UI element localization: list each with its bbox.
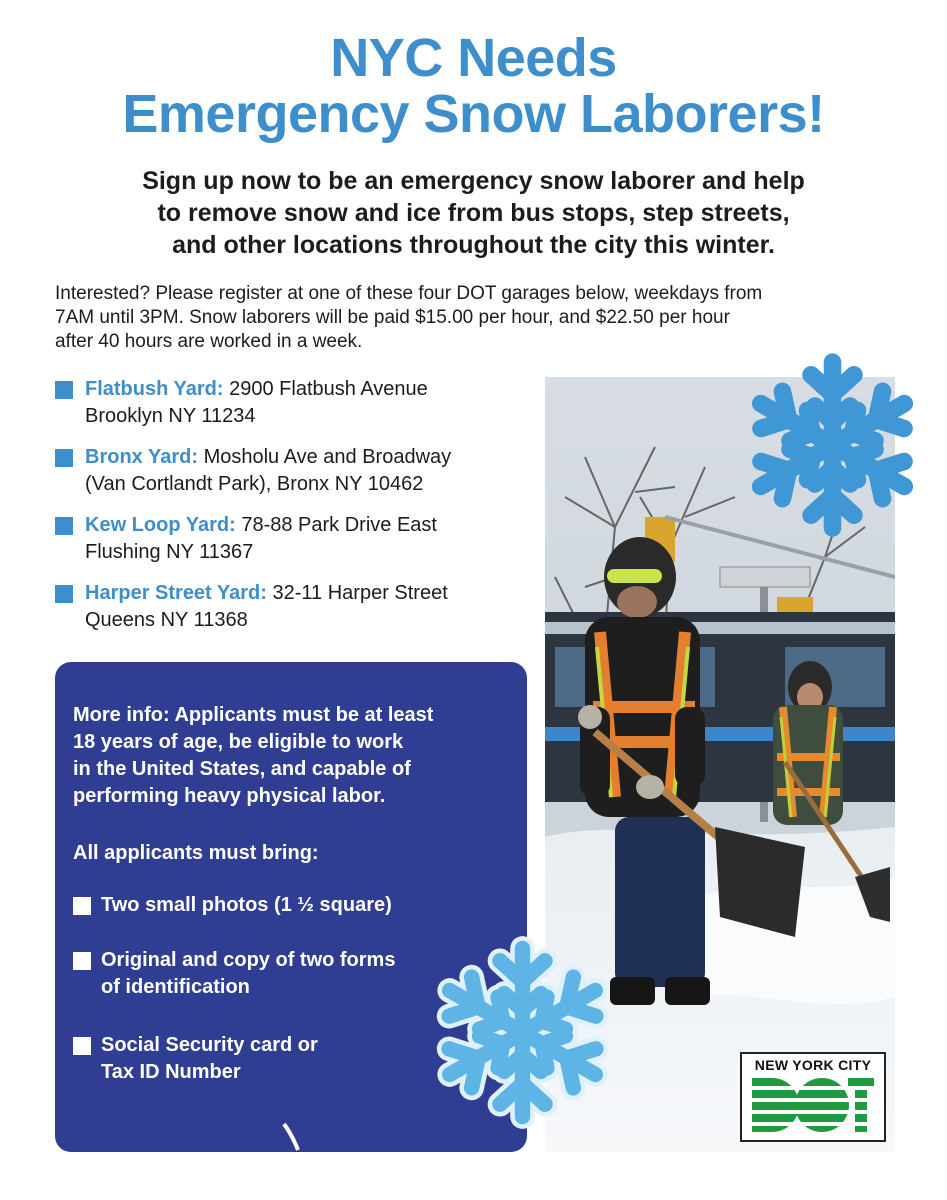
requirement-line-1: Original and copy of two forms xyxy=(101,949,396,971)
yard-address-line-2: Brooklyn NY 11234 xyxy=(85,405,256,427)
logo-top-text: NEW YORK CITY xyxy=(754,1057,872,1073)
more-info-line-2: 18 years of age, be eligible to work xyxy=(73,731,404,753)
intro-line-2: 7AM until 3PM. Snow laborers will be paid $15.00 per hour, and $22.50 per hour xyxy=(55,307,730,328)
requirement-line-1: Social Security card or xyxy=(101,1034,318,1056)
yard-flatbush xyxy=(55,376,535,430)
subheadline-line-1: Sign up now to be an emergency snow laborer and help xyxy=(142,167,805,195)
yard-name: Bronx Yard: xyxy=(85,446,198,468)
requirement-photos xyxy=(73,892,481,919)
yard-address-line-1: 32-11 Harper Street xyxy=(272,582,448,604)
requirement-line-2: Tax ID Number xyxy=(101,1061,241,1083)
headline-line-2: Emergency Snow Laborers! xyxy=(122,84,825,144)
more-info-line-3: in the United States, and capable of xyxy=(73,758,411,780)
yard-kew-loop xyxy=(55,512,535,566)
yard-address-line-1: 2900 Flatbush Avenue xyxy=(229,378,428,400)
intro-paragraph xyxy=(55,282,905,354)
nyc-dot-logo xyxy=(740,1052,886,1142)
bullet-square-icon xyxy=(55,517,73,535)
yard-address-line-2: Queens NY 11368 xyxy=(85,609,248,631)
bullet-square-icon xyxy=(55,381,73,399)
requirement-line-1: Two small photos (1 ½ square) xyxy=(101,894,392,916)
bullet-square-icon xyxy=(55,585,73,603)
subheadline-line-3: and other locations throughout the city this winter. xyxy=(172,231,775,259)
yard-address-line-2: Flushing NY 11367 xyxy=(85,541,254,563)
bullet-square-icon xyxy=(55,449,73,467)
yard-name: Flatbush Yard: xyxy=(85,378,224,400)
intro-line-3: after 40 hours are worked in a week. xyxy=(55,331,363,352)
yard-name: Kew Loop Yard: xyxy=(85,514,236,536)
requirement-line-2: of identification xyxy=(101,976,250,998)
more-info-line-1: More info: Applicants must be at least xyxy=(73,704,434,726)
more-info-line-4: performing heavy physical labor. xyxy=(73,785,386,807)
more-info-text xyxy=(73,702,513,810)
dot-logo-mark-icon xyxy=(750,1076,876,1134)
yard-bronx xyxy=(55,444,535,498)
intro-line-1: Interested? Please register at one of these four DOT garages below, weekdays from xyxy=(55,283,763,304)
yard-list xyxy=(55,376,535,648)
headline-line-1: NYC Needs xyxy=(330,28,617,88)
headline xyxy=(0,30,947,142)
subheadline xyxy=(60,165,887,261)
bring-heading: All applicants must bring: xyxy=(73,842,319,864)
yard-name: Harper Street Yard: xyxy=(85,582,267,604)
snowflake-icon xyxy=(735,345,930,545)
yard-harper-street xyxy=(55,580,535,634)
swoosh-mark-icon xyxy=(280,1122,310,1152)
checkbox-square-icon xyxy=(73,897,91,915)
yard-address-line-1: Mosholu Ave and Broadway xyxy=(203,446,452,468)
snowflake-icon xyxy=(420,925,625,1140)
checkbox-square-icon xyxy=(73,952,91,970)
subheadline-line-2: to remove snow and ice from bus stops, step streets, xyxy=(157,199,790,227)
checkbox-square-icon xyxy=(73,1037,91,1055)
yard-address-line-2: (Van Cortlandt Park), Bronx NY 10462 xyxy=(85,473,424,495)
yard-address-line-1: 78-88 Park Drive East xyxy=(241,514,437,536)
